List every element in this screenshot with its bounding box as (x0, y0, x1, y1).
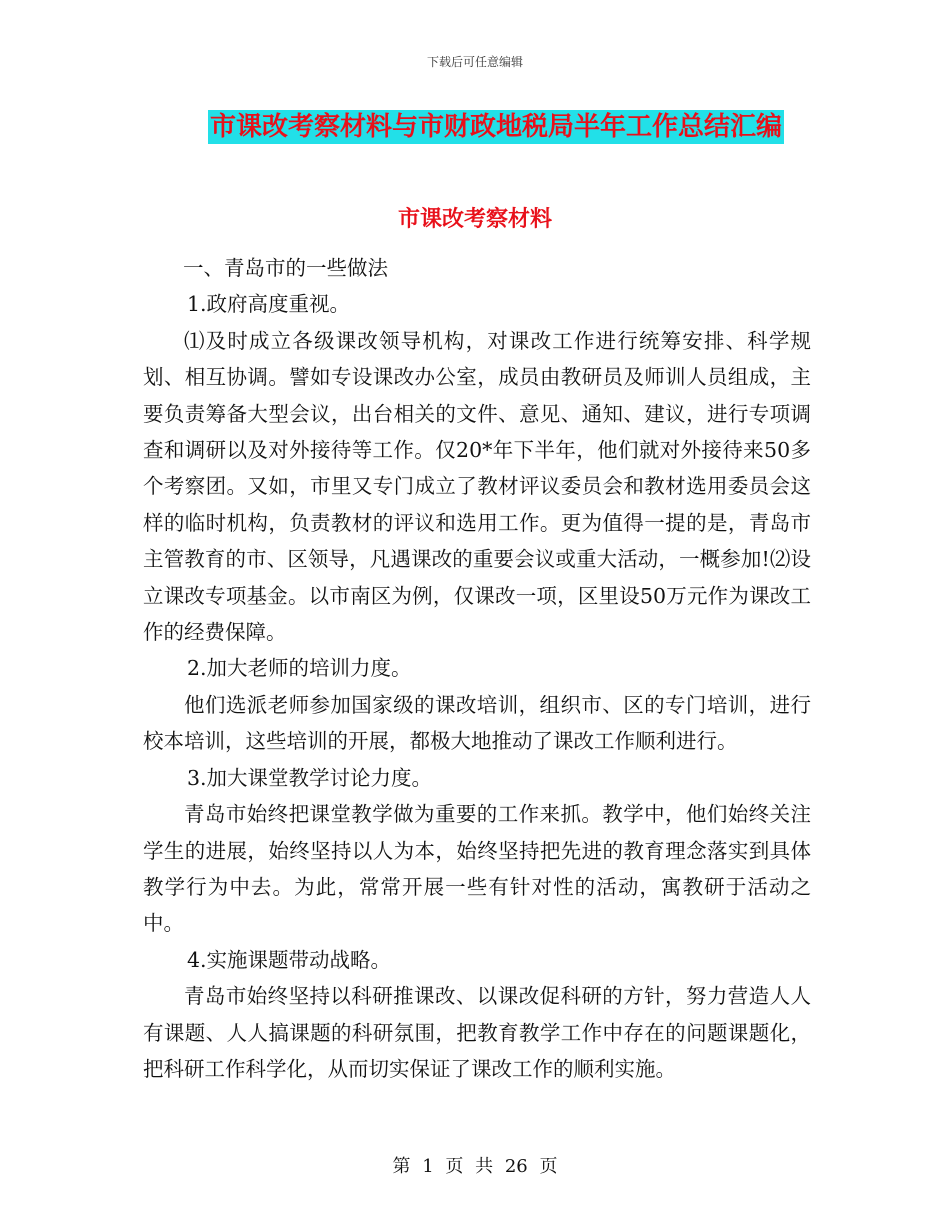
subheading-4: 4.实施课题带动战略。 (187, 947, 392, 972)
paragraph-2: 他们选派老师参加国家级的课改培训，组织市、区的专门培训，进行校本培训，这些培训的开展，都极大地推动了课改工作顺利进行。 (143, 692, 811, 754)
page-number: 第 1 页 共 26 页 (392, 1156, 558, 1177)
document-title: 市课改考察材料与市财政地税局半年工作总结汇编 (210, 112, 783, 142)
subheading-1: 1.政府高度重视。 (187, 292, 351, 317)
subheading-2: 2.加大老师的培训力度。 (187, 656, 412, 681)
paragraph-3: 青岛市始终把课堂教学做为重要的工作来抓。教学中，他们始终关注学生的进展，始终坚持以人为本，始终坚持把先进的教育理念落实到具体教学行为中去。为此，常常开展一些有针对性的活动，寓教研于活动之中。 (143, 802, 811, 936)
document-body (143, 250, 811, 1087)
paragraph-4: 青岛市始终坚持以科研推课改、以课改促科研的方针，努力营造人人有课题、人人搞课题的科研氛围，把教育教学工作中存在的问题课题化，把科研工作科学化，从而切实保证了课改工作的顺利实施。 (143, 984, 811, 1081)
subheading-3: 3.加大课堂教学讨论力度。 (187, 765, 433, 790)
paragraph-1: ⑴及时成立各级课改领导机构，对课改工作进行统筹安排、科学规划、相互协调。譬如专设课改办公室，成员由教研员及师训人员组成，主要负责筹备大型会议，出台相关的文件、意见、通知、建议，进行专项调查和调研以及对外接待等工作。仅20*年下半年，他们就对外接待来50多个考察团。又如，市里又专门成立了教材评议委员会和教材选用委员会这样的临时机构，负责教材的评议和选用工作。更为值得一提的是，青岛市主管教育的市、区领导，凡遇课改的重要会议或重大活动，一概参加!⑵设立课改专项基金。以市南区为例，仅课改一项，区里设50万元作为课改工作的经费保障。 (143, 328, 811, 645)
section-title: 市课改考察材料 (397, 206, 552, 232)
header-note: 下载后可任意编辑 (426, 55, 523, 69)
heading-part-one: 一、青岛市的一些做法 (183, 256, 388, 280)
